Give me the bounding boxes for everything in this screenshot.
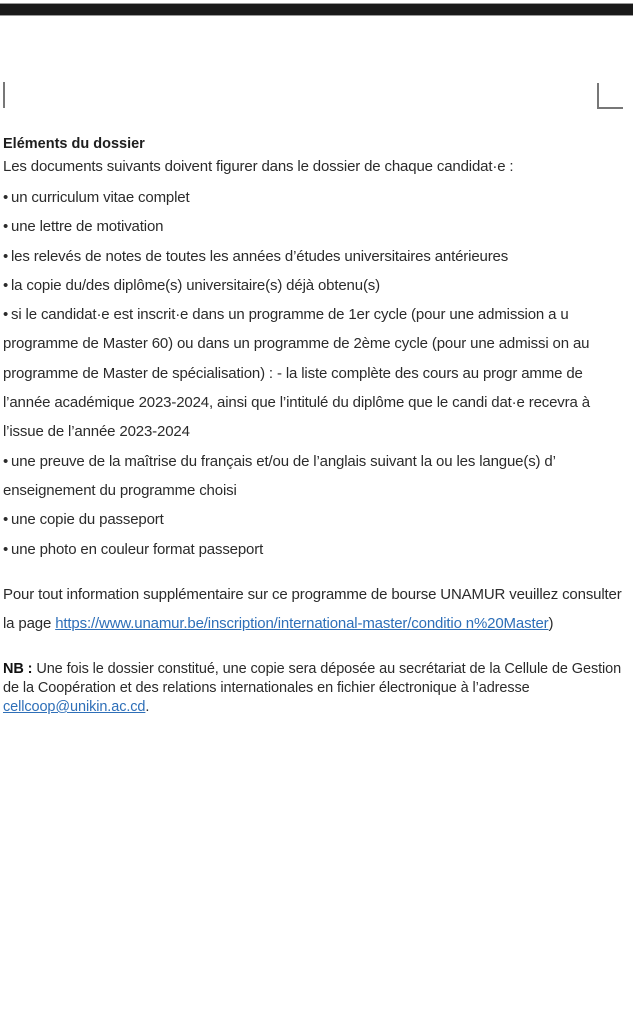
list-item xyxy=(3,300,631,446)
email-link[interactable]: cellcoop@unikin.ac.cd xyxy=(3,698,146,715)
document-body xyxy=(3,133,631,731)
crop-mark-right xyxy=(597,83,623,109)
crop-mark-left xyxy=(0,82,5,108)
list-item-text: si le candidat·e est inscrit·e dans un programme de 1er cycle (pour une admission a u programme de Master 60) ou dans un programme de 2ème cycle (pour une admissi on au programme de Master de spécialisation) : - la liste complète des cours au progr amme de l’année académique 2023-2024, ainsi que l’intitulé du diplôme que le candi dat·e recevra à l’issue de l’année 2023-2024 xyxy=(3,306,590,441)
info-after: ) xyxy=(548,615,554,633)
bullet-icon: • xyxy=(3,276,9,294)
list-item xyxy=(3,535,631,564)
list-item-text: une copie du passeport xyxy=(11,511,164,529)
nb-paragraph xyxy=(3,660,631,717)
section-heading: Eléments du dossier xyxy=(3,136,145,152)
list-item-text: une lettre de motivation xyxy=(11,218,164,236)
nb-text: Une fois le dossier constitué, une copie sera déposée au secrétariat de la Cellule de Gestion de la Coopération et des relations internationales en fichier électronique à l’adresse xyxy=(3,660,622,696)
list-item-text: les relevés de notes de toutes les années d’études universitaires antérieures xyxy=(11,247,509,265)
list-item xyxy=(3,183,631,212)
bullet-icon: • xyxy=(3,452,9,470)
list-item-text: une preuve de la maîtrise du français et/ou de l’anglais suivant la ou les langue(s) d’ enseignement du programme choisi xyxy=(3,452,556,499)
bullet-icon: • xyxy=(3,511,9,529)
info-paragraph xyxy=(3,580,631,639)
bullet-icon: • xyxy=(3,306,9,324)
bullet-icon: • xyxy=(3,540,9,558)
intro-text: Les documents suivants doivent figurer dans le dossier de chaque candidat·e : xyxy=(3,158,514,175)
nb-after: . xyxy=(145,698,150,715)
list-item-text: un curriculum vitae complet xyxy=(11,189,190,206)
bullet-icon: • xyxy=(3,189,9,206)
list-item xyxy=(3,271,631,300)
unamur-link[interactable]: https://www.unamur.be/inscription/international-master/conditio n%20Master xyxy=(55,615,549,633)
nb-label: NB : xyxy=(3,660,33,677)
list-item xyxy=(3,505,631,534)
list-item-text: la copie du/des diplôme(s) universitaire(s) déjà obtenu(s) xyxy=(11,276,380,294)
document-list xyxy=(3,183,631,564)
list-item-text: une photo en couleur format passeport xyxy=(11,540,264,558)
bullet-icon: • xyxy=(3,247,9,265)
info-text: Pour tout information supplémentaire sur ce programme de bourse UNAMUR veuillez consulter la page xyxy=(3,585,622,633)
list-item xyxy=(3,242,631,271)
list-item xyxy=(3,447,631,506)
top-bar xyxy=(0,3,633,16)
bullet-icon: • xyxy=(3,218,9,236)
list-item xyxy=(3,212,631,241)
